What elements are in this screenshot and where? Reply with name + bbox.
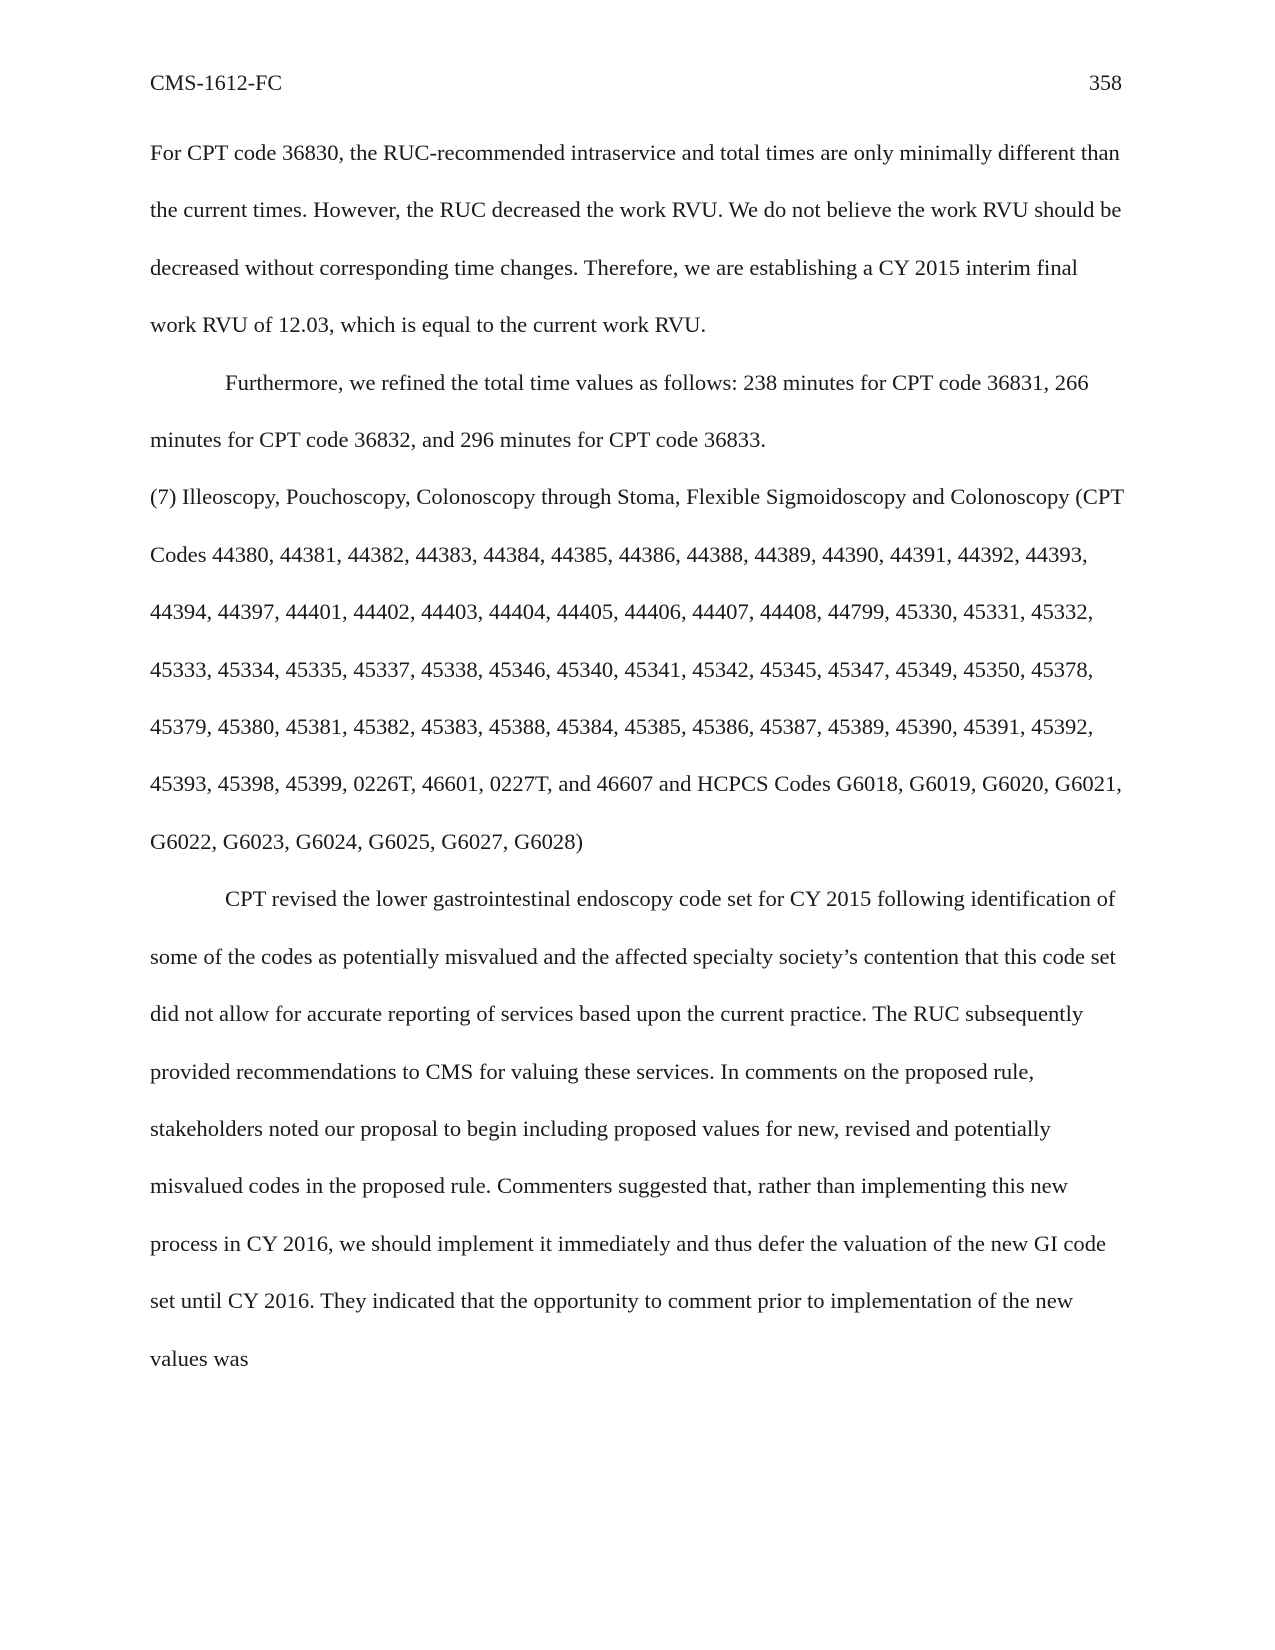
page-number: 358 — [1089, 70, 1122, 95]
section-heading-endoscopy-codes: (7) Illeoscopy, Pouchoscopy, Colonoscopy through Stoma, Flexible Sigmoidoscopy and Colonoscopy (CPT Codes 44380, 44381, 44382, 44383, 44384, 44385, 44386, 44388, 44389, 44390, 44391, 44392, 44393, 44394, 44397, 44401, 44402, 44403, 44404, 44405, 44406, 44407, 44408, 44799, 45330, 45331, 45332, 45333, 45334, 45335, 45337, 45338, 45346, 45340, 45341, 45342, 45345, 45347, 45349, 45350, 45378, 45379, 45380, 45381, 45382, 45383, 45388, 45384, 45385, 45386, 45387, 45389, 45390, 45391, 45392, 45393, 45398, 45399, 0226T, 46601, 0227T, and 46607 and HCPCS Codes G6018, G6019, G6020, G6021, G6022, G6023, G6024, G6025, G6027, G6028) — [150, 484, 1124, 854]
running-header: CMS-1612-FC — [150, 70, 283, 95]
paragraph-refined-times: Furthermore, we refined the total time values as follows: 238 minutes for CPT code 36831, 266 minutes for CPT code 36832, and 296 minutes for CPT code 36833. — [150, 369, 1089, 453]
paragraph-36830-valuation: For CPT code 36830, the RUC-recommended intraservice and total times are only minimally different than the current times. However, the RUC decreased the work RVU. We do not believe the work RVU should be decreased without corresponding time changes. Therefore, we are establishing a CY 2015 interim final work RVU of 12.03, which is equal to the current work RVU. — [150, 140, 1122, 338]
paragraph-gi-code-set: CPT revised the lower gastrointestinal endoscopy code set for CY 2015 following identification of some of the codes as potentially misvalued and the affected specialty society’s contention that this code set did not allow for accurate reporting of services based upon the current practice. The RUC subsequently provided recommendations to CMS for valuing these services. In comments on the proposed rule, stakeholders noted our proposal to begin including proposed values for new, revised and potentially misvalued codes in the proposed rule. Commenters suggested that, rather than implementing this new process in CY 2016, we should implement it immediately and thus defer the valuation of the new GI code set until CY 2016. They indicated that the opportunity to comment prior to implementation of the new values was — [150, 886, 1116, 1371]
document-body — [150, 124, 1125, 1387]
